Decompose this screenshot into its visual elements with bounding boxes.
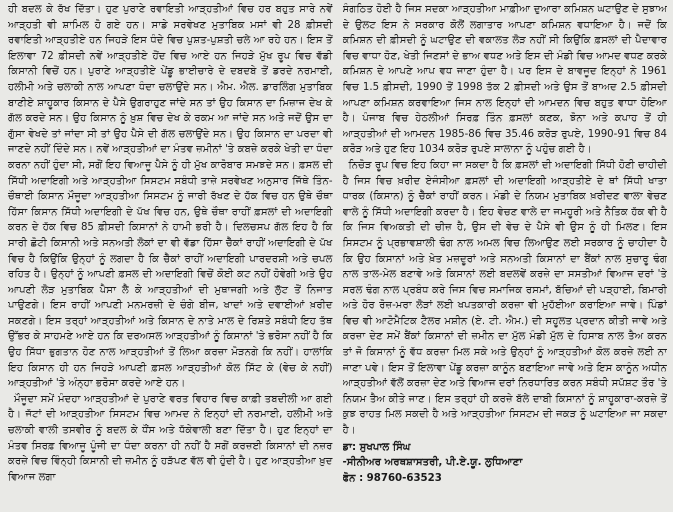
author-byline <box>343 440 668 487</box>
author-phone: ਫੋਨ : 98760-63523 <box>342 472 442 484</box>
article-column-left <box>8 2 333 512</box>
author-name: ਡਾ: ਸੁਖਪਾਲ ਸਿੰਘ <box>342 441 411 453</box>
article-column-right <box>343 2 668 512</box>
article-paragraph: ਮੌਜੂਦਾ ਸਮੇਂ ਮੰਦਹਾ ਆੜ੍ਹਤੀਆਂ ਦੇ ਪੁਰਾਣੇ ਵਰਤ ਵਿਹਾਰ ਵਿਚ ਕਾਫ਼ੀ ਤਬਦੀਲੀ ਆ ਗਈ ਹੈ। ਜੱਟਾਂ ਦੀ ਆੜ੍ਹਤੀਆ ਸਿਸਟਮ ਵਿਚ ਆਮਦ ਨੇ ਇਨ੍ਹਾਂ ਦੀ ਨਰਮਾਈ, ਹਲੀਮੀ ਅਤੇ ਚਲਾਕੀ ਵਾਲੀ ਤਸਵੀਰ ਨੂੰ ਬਦਲ ਕੇ ਧੌਂਸ ਅਤੇ ਧੱਕੇਵਾਲੀ ਬਣਾ ਦਿੱਤਾ ਹੈ। ਹੁਣ ਇਨ੍ਹਾਂ ਦਾ ਮੰਤਵ ਸਿਰਫ਼ ਵਿਆਜੂ ਪੂੰਜੀ ਦਾ ਧੰਦਾ ਕਰਨਾ ਹੀ ਨਹੀਂ ਹੈ ਸਗੋਂ ਕਰਜ਼ਈ ਕਿਸਾਨਾਂ ਦੀ ਨਜ਼ਰ ਕਰਜ਼ੇ ਵਿਚ ਵਿੰਨ੍ਹੀ ਕਿਸਾਨੀ ਦੀ ਜ਼ਮੀਨ ਨੂੰ ਹੜੱਪਣ ਵੱਲ ਵੀ ਹੁੰਦੀ ਹੈ। ਹੁਣ ਆੜ੍ਹਤੀਆ ਖ਼ੁਦ ਵਿਆਜ ਲਗਾ <box>8 393 333 483</box>
author-title: -ਸੀਨੀਅਰ ਅਰਥਸ਼ਾਸਤਰੀ, ਪੀ.ਏ.ਯੂ. ਲੁਧਿਆਣਾ <box>342 457 523 469</box>
article-paragraph: ਹੀ ਬਦਲ ਕੇ ਰੱਖ ਦਿੱਤਾ। ਹੁਣ ਪੁਰਾਣੇ ਰਵਾਇਤੀ ਆੜ੍ਹਤੀਆਂ ਵਿਚ ਹਰ ਬਹੁਤ ਸਾਰੇ ਨਵੇਂ ਆੜ੍ਹਤੀ ਵੀ ਸ਼ਾਮਿਲ ਹੋ ਗਏ ਹਨ। ਸਾਡੇ ਸਰਵੇਖਣ ਮੁਤਾਬਿਕ ਮਸਾਂ ਵੀ 28 ਫ਼ੀਸਦੀ ਰਵਾਇਤੀ ਆੜ੍ਹਤੀਏ ਹਨ ਜਿਹੜੇ ਇਸ ਧੰਦੇ ਵਿਚ ਪੁਸ਼ਤ-ਪੁਸ਼ਤੀ ਚਲੇ ਆ ਰਹੇ ਹਨ। ਇਸ ਤੋਂ ਇਲਾਵਾ 72 ਫ਼ੀਸਦੀ ਨਵੇਂ ਆੜ੍ਹਤੀਏ ਹੋਂਦ ਵਿਚ ਆਏ ਹਨ ਜਿਹੜੇ ਮੁੱਖ ਰੂਪ ਵਿਚ ਵੱਡੀ ਕਿਸਾਨੀ ਵਿਚੋਂ ਹਨ। ਪੁਰਾਣੇ ਆੜ੍ਹਤੀਏ ਪੇਂਡੂ ਭਾਈਚਾਰੇ ਦੇ ਦਬਦਬੇ ਤੋਂ ਡਰਦੇ ਨਰਮਾਈ, ਹਲੀਮੀ ਅਤੇ ਚਲਾਕੀ ਨਾਲ ਆਪਣਾ ਧੰਦਾ ਚਲਾਉਂਦੇ ਸਨ। ਐਮ. ਐਲ. ਡਾਰਲਿੰਗ ਮੁਤਾਬਿਕ ਬਾਣੀਏ ਸ਼ਾਹੂਕਾਰ ਕਿਸਾਨ ਦੇ ਪੈਸੇ ਉਗਰਾਹੁਣ ਜਾਂਦੇ ਸਨ ਤਾਂ ਉਹ ਕਿਸਾਨ ਦਾ ਮਿਜ਼ਾਜ ਦੇਖ ਕੇ ਗੱਲ ਕਰਦੇ ਸਨ। ਉਹ ਕਿਸਾਨ ਨੂੰ ਖ਼ੁਸ਼ ਵਿਚ ਦੇਖ ਕੇ ਰਕਮ ਆ ਜਾਂਦੇ ਸਨ ਅਤੇ ਜਦੋਂ ਉਸ ਦਾ ਗੁੱਸਾ ਵੇਖਦੇ ਤਾਂ ਜਾਂਦਾ ਸੀ ਤਾਂ ਉਹ ਪੈਸੇ ਦੀ ਗੱਲ ਚਲਾਉਂਦੇ ਸਨ। ਉਹ ਕਿਸਾਨ ਦਾ ਪਰਦਾ ਵੀ ਜਾਣਦੇ ਨਹੀਂ ਦਿੰਦੇ ਸਨ। ਨਵੇਂ ਆੜ੍ਹਤੀਆਂ ਦਾ ਮੰਤਵ ਜ਼ਮੀਨਾਂ 'ਤੇ ਕਬਜ਼ੇ ਕਰਕੇ ਖੇਤੀ ਦਾ ਧੰਦਾ ਕਰਨਾ ਨਹੀਂ ਹੁੰਦਾ ਸੀ, ਸਗੋਂ ਇਹ ਵਿਆਜੂ ਪੈਸੇ ਨੂੰ ਹੀ ਮੁੱਖ ਕਾਰੋਬਾਰ ਸਮਝਦੇ ਸਨ। ਫ਼ਸਲ ਦੀ ਸਿੱਧੀ ਅਦਾਇਗੀ ਅਤੇ ਆੜ੍ਹਤੀਆ ਸਿਸਟਮ ਸਬੰਧੀ ਤਾਜ਼ੇ ਸਰਵੇਖਣ ਅਨੁਸਾਰ ਜਿੱਥੇ ਤਿੰਨ-ਚੌਥਾਈ ਕਿਸਾਨ ਮੌਜੂਦਾ ਆੜ੍ਹਤੀਆ ਸਿਸਟਮ ਨੂੰ ਜਾਰੀ ਰੱਖਣ ਦੇ ਹੱਕ ਵਿਚ ਹਨ ਉਥੇ ਚੌਥਾ ਹਿੱਸਾ ਕਿਸਾਨ ਸਿੱਧੀ ਅਦਾਇਗੀ ਦੇ ਪੱਖ ਵਿਚ ਹਨ, ਉਥੇ ਚੌਥਾ ਰਾਹੀਂ ਫ਼ਸਲਾਂ ਦੀ ਅਦਾਇਗੀ ਕਰਨ ਦੇ ਹੱਕ ਵਿਚ 85 ਫ਼ੀਸਦੀ ਕਿਸਾਨਾਂ ਨੇ ਹਾਮੀ ਭਰੀ ਹੈ। ਦਿਲਚਸਪ ਗੱਲ ਇਹ ਹੈ ਕਿ ਸਾਰੀ ਛੋਟੀ ਕਿਸਾਨੀ ਅਤੇ ਸਨਅਤੀ ਲੋਕਾਂ ਦਾ ਵੀ ਵੱਡਾ ਹਿੱਸਾ ਚੈੱਕਾਂ ਰਾਹੀਂ ਅਦਾਇਗੀ ਦੇ ਪੱਖ ਵਿਚ ਹੈ ਕਿਉਂਕਿ ਉਨ੍ਹਾਂ ਨੂੰ ਲਗਦਾ ਹੈ ਕਿ ਚੈੱਕਾਂ ਰਾਹੀਂ ਅਦਾਇਗੀ ਪਾਰਦਰਸ਼ੀ ਅਤੇ ਚਪਲ ਰਹਿਤ ਹੈ। ਉਨ੍ਹਾਂ ਨੂੰ ਆਪਣੀ ਫ਼ਸਲ ਦੀ ਅਦਾਇਗੀ ਵਿਚੋਂ ਕੋਈ ਕਟ ਨਹੀਂ ਹੋਵੇਗੀ ਅਤੇ ਉਹ ਆਪਣੀ ਲੋੜ ਮੁਤਾਬਿਕ ਪੈਸਾ ਲੈ ਕੇ ਆੜ੍ਹਤੀਆਂ ਦੀ ਮੁਥਾਜਗੀ ਅਤੇ ਲੁੱਟ ਤੋਂ ਨਿਜਾਤ ਪਾਉਣਗੇ। ਇਸ ਰਾਹੀਂ ਆਪਣੀ ਮਨਮਰਜ਼ੀ ਦੇ ਚੰਗੇ ਬੀਜ, ਖਾਦਾਂ ਅਤੇ ਦਵਾਈਆਂ ਖ਼ਰੀਦ ਸਕਣਗੇ। ਇਸ ਤਰ੍ਹਾਂ ਆੜ੍ਹਤੀਆਂ ਅਤੇ ਕਿਸਾਨ ਦੇ ਨਾਤੇ ਮਾਲ ਦੇ ਰਿਸ਼ਤੇ ਸਬੰਧੀ ਇਹ ਤੱਥ ਉੱਭਰ ਕੇ ਸਾਹਮਣੇ ਆਏ ਹਨ ਕਿ ਦਰਅਸਲ ਆੜ੍ਹਤੀਆਂ ਨੂੰ ਕਿਸਾਨਾਂ 'ਤੇ ਭਰੋਸਾ ਨਹੀਂ ਹੈ ਕਿ ਉਹ ਸਿੱਧਾ ਭੁਗਤਾਨ ਹੋਣ ਨਾਲ ਆੜ੍ਹਤੀਆਂ ਤੋਂ ਲਿਆ ਕਰਜ਼ਾ ਮੋੜਨਗੇ ਕਿ ਨਹੀਂ। ਹਾਲਾਂਕਿ ਇਹ ਕਿਸਾਨ ਹੀ ਹਨ ਜਿਹੜੇ ਆਪਣੀ ਫ਼ਸਲ ਆੜ੍ਹਤੀਆਂ ਕੋਲ ਸਿੱਟ ਕੇ (ਵੇਚ ਕੇ ਨਹੀਂ) ਆੜ੍ਹਤੀਆਂ 'ਤੇ ਅੰਨ੍ਹਾ ਭਰੋਸਾ ਕਰਦੇ ਆਏ ਹਨ। <box>8 4 333 390</box>
article-paragraph: ਸੰਗਠਿਤ ਹੋਈ ਹੈ ਜਿਸ ਸਦਕਾ ਆੜ੍ਹਤੀਆ ਮਾਫ਼ੀਆ ਦੁਆਰਾ ਕਮਿਸ਼ਨ ਘਟਾਉਣ ਦੇ ਸੁਝਾਅ ਦੇ ਉਲਟ ਇਸ ਨੇ ਸਰਕਾਰ ਕੋਲੋਂ ਲਗਾਤਾਰ ਆਪਣਾ ਕਮਿਸ਼ਨ ਵਧਾਇਆ ਹੈ। ਜਦੋਂ ਕਿ ਕਮਿਸ਼ਨ ਦੀ ਫ਼ੀਸਦੀ ਨੂੰ ਘਟਾਉਣ ਦੀ ਵਕਾਲਤ ਲੋੜ ਨਹੀਂ ਸੀ ਕਿਉਂਕਿ ਫ਼ਸਲਾਂ ਦੀ ਪੈਦਾਵਾਰ ਵਿਚ ਵਾਧਾ ਹੋਣ, ਖੇਤੀ ਜਿਣਸਾਂ ਦੇ ਭਾਅ ਵਧਣ ਅਤੇ ਇਸ ਦੀ ਮੰਡੀ ਵਿਚ ਆਮਦ ਵਧਣ ਕਰਕੇ ਕਮਿਸ਼ਨ ਦੇ ਆਪਣੇ ਆਪ ਵਧ ਜਾਣਾ ਹੁੰਦਾ ਹੈ। ਪਰ ਇਸ ਦੇ ਬਾਵਜੂਦ ਇਨ੍ਹਾਂ ਨੇ 1961 ਵਿਚ 1.5 ਫ਼ੀਸਦੀ, 1990 ਤੋਂ 1998 ਤੱਕ 2 ਫ਼ੀਸਦੀ ਅਤੇ ਉਸ ਤੋਂ ਬਾਅਦ 2.5 ਫ਼ੀਸਦੀ ਆਪਣਾ ਕਮਿਸ਼ਨ ਕਰਵਾਇਆ ਜਿਸ ਨਾਲ ਇਨ੍ਹਾਂ ਦੀ ਆਮਦਨ ਵਿਚ ਬਹੁਤ ਵਾਧਾ ਹੋਇਆ ਹੈ। ਪੰਜਾਬ ਵਿਚ ਹੇਠਲੀਆਂ ਸਿਰਫ਼ ਤਿੰਨ ਫ਼ਸਲਾਂ ਕਣਕ, ਝੋਨਾ ਅਤੇ ਕਪਾਹ ਤੋਂ ਹੀ ਆੜ੍ਹਤੀਆਂ ਦੀ ਆਮਦਨ 1985-86 ਵਿਚ 35.46 ਕਰੋੜ ਰੁਪਏ, 1990-91 ਵਿਚ 84 ਕਰੋੜ ਅਤੇ ਹੁਣ ਇਹ 1034 ਕਰੋੜ ਰੁਪਏ ਸਾਲਾਨਾ ਨੂੰ ਪਹੁੰਚ ਗਈ ਹੈ। <box>342 4 667 156</box>
article-paragraph: ਨਿਚੋੜ ਰੂਪ ਵਿਚ ਇਹ ਕਿਹਾ ਜਾ ਸਕਦਾ ਹੈ ਕਿ ਫ਼ਸਲਾਂ ਦੀ ਅਦਾਇਗੀ ਸਿੱਧੀ ਹੋਣੀ ਚਾਹੀਦੀ ਹੈ ਜਿਸ ਵਿਚ ਖ਼ਰੀਦ ਏਜੰਸੀਆ ਫ਼ਸਲਾਂ ਦੀ ਅਦਾਇਗੀ ਆੜ੍ਹਤੀਏ ਦੇ ਥਾਂ ਸਿੱਧੀ ਖਾਤਾ ਧਾਰਕ (ਕਿਸਾਨ) ਨੂੰ ਚੈੱਕਾਂ ਰਾਹੀਂ ਕਰਨ। ਮੰਡੀ ਦੇ ਨਿਯਮ ਮੁਤਾਬਿਕ ਖ਼ਰੀਦਣ ਵਾਲਾ ਵੇਚਣ ਵਾਲੇ ਨੂੰ ਸਿੱਧੀ ਅਦਾਇਗੀ ਕਰਦਾ ਹੈ। ਇਹ ਵੇਚਣ ਵਾਲੇ ਦਾ ਜਮਹੂਰੀ ਅਤੇ ਨੈਤਿਕ ਹੱਕ ਵੀ ਹੈ ਕਿ ਜਿਸ ਵਿਅਕਤੀ ਦੀ ਚੀਜ਼ ਹੈ, ਉਸ ਦੀ ਵੇਚ ਦੇ ਪੈਸੇ ਵੀ ਉਸ ਨੂੰ ਹੀ ਮਿਲਣ। ਇਸ ਸਿਸਟਮ ਨੂੰ ਪ੍ਰਭਾਵਸ਼ਾਲੀ ਢੰਗ ਨਾਲ ਅਮਲ ਵਿਚ ਲਿਆਉਣ ਲਈ ਸਰਕਾਰ ਨੂੰ ਚਾਹੀਦਾ ਹੈ ਕਿ ਉਹ ਕਿਸਾਨਾਂ ਅਤੇ ਖ਼ੇਤ ਮਜ਼ਦੂਰਾਂ ਅਤੇ ਸਨਅਤੀ ਕਿਸਾਨਾਂ ਦਾ ਬੈਂਕਾਂ ਨਾਲ ਸੁਚਾਰੂ ਢੰਗ ਨਾਲ ਤਾਲ-ਮੇਲ ਬਣਾਵੇ ਅਤੇ ਕਿਸਾਨਾਂ ਲਈ ਬਦਲਵੇਂ ਕਰਜ਼ੇ ਦਾ ਸਸਤੀਆਂ ਵਿਆਜ ਦਰਾਂ 'ਤੇ ਸਰਲ ਢੰਗ ਨਾਲ ਪ੍ਰਬੰਧ ਕਰੇ ਜਿਸ ਵਿਚ ਸਮਾਜਿਕ ਰਸਮਾਂ, ਬੱਚਿਆਂ ਦੀ ਪੜ੍ਹਾਈ, ਬਿਮਾਰੀ ਅਤੇ ਹੋਰ ਰੋਜ਼-ਮਰਾ ਲੋੜਾਂ ਲਈ ਖਪਤਕਾਰੀ ਕਰਜ਼ਾ ਵੀ ਮੁਹੱਈਆ ਕਰਾਇਆ ਜਾਵੇ। ਪਿੰਡਾਂ ਵਿਚ ਵੀ ਆਟੋਮੈਟਿਕ ਟੈਲਰ ਮਸ਼ੀਨ (ਏ. ਟੀ. ਐਮ.) ਦੀ ਸਹੂਲਤ ਪ੍ਰਦਾਨ ਕੀਤੀ ਜਾਵੇ ਅਤੇ ਕਰਜ਼ਾ ਦੇਣ ਸਮੇਂ ਬੈਂਕਾਂ ਕਿਸਾਨਾਂ ਦੀ ਜ਼ਮੀਨ ਦਾ ਮੁੱਲ ਮੰਡੀ ਮੁੱਲ ਦੇ ਹਿਸਾਬ ਨਾਲ ਤੈਅ ਕਰਨ ਤਾਂ ਜੋ ਕਿਸਾਨਾਂ ਨੂੰ ਵੱਧ ਕਰਜ਼ਾ ਮਿਲ ਸਕੇ ਅਤੇ ਉਨ੍ਹਾਂ ਨੂੰ ਆੜ੍ਹਤੀਆਂ ਕੋਲ ਕਰਜ਼ੇ ਲਈ ਨਾ ਜਾਣਾ ਪਵੇ। ਇਸ ਤੋਂ ਇਲਾਵਾ ਪੇਂਡੂ ਕਰਜ਼ਾ ਕਾਨੂੰਨ ਬਣਾਇਆ ਜਾਵੇ ਅਤੇ ਇਸ ਕਾਨੂੰਨ ਅਧੀਨ ਆੜ੍ਹਤੀਆਂ ਵੱਲੋਂ ਕਰਜ਼ਾ ਦੇਣ ਅਤੇ ਵਿਆਜ ਦਰਾਂ ਨਿਰਧਾਰਿਤ ਕਰਨ ਸਬੰਧੀ ਸਪੱਸ਼ਟ ਤੌਰ 'ਤੇ ਨਿਯਮ ਤੈਅ ਕੀਤੇ ਜਾਣ। ਇਸ ਤਰ੍ਹਾਂ ਹੀ ਕਰਜ਼ੇ ਬੱਲੇ ਦਾਬੀ ਕਿਸਾਨਾਂ ਨੂੰ ਸ਼ਾਹੂਕਾਰਾ-ਕਰਜ਼ੇ ਤੋਂ ਕੁਝ ਰਾਹਤ ਮਿਲ ਸਕਦੀ ਹੈ ਅਤੇ ਆੜ੍ਹਤੀਆ ਸਿਸਟਮ ਦੀ ਜਕੜ ਨੂੰ ਘਟਾਇਆ ਜਾ ਸਕਦਾ ਹੈ। <box>342 159 667 437</box>
